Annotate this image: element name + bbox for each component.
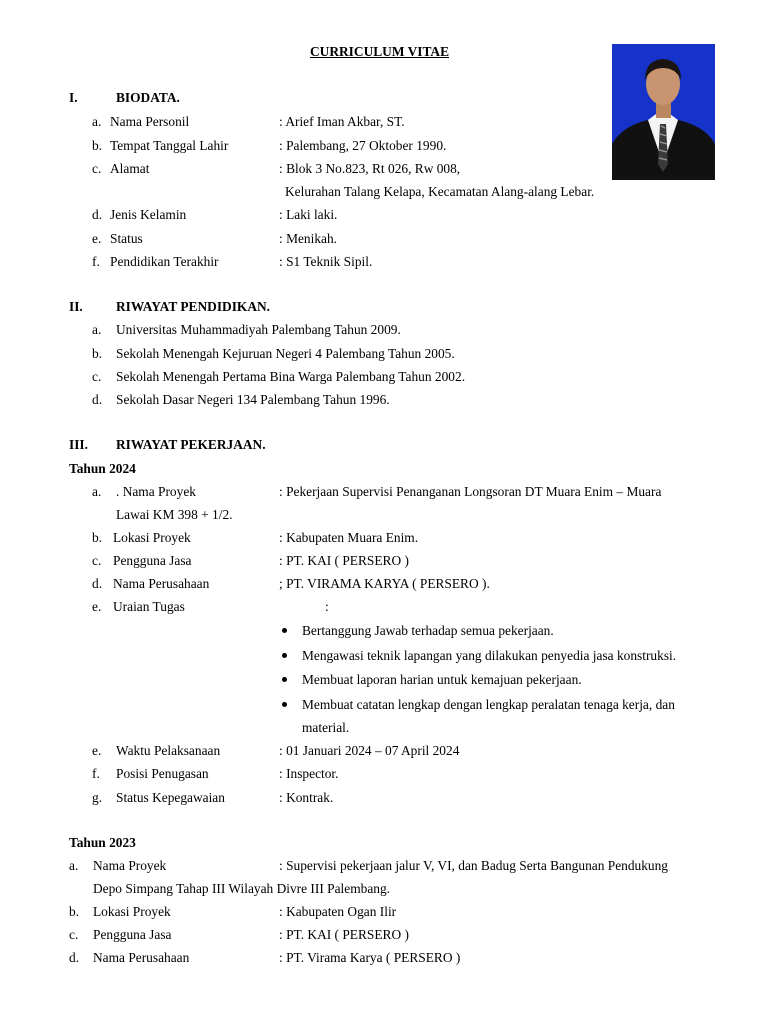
biodata-value-alamat-cont: Kelurahan Talang Kelapa, Kecamatan Alang-alang Lebar. [285, 184, 595, 199]
job-value-nama-proyek-2023: : Supervisi pekerjaan jalur V, VI, dan Badug Serta Bangunan Pendukung [279, 858, 669, 873]
list-item: Sekolah Menengah Pertama Bina Warga Palembang Tahun 2002. [116, 369, 466, 384]
list-item-letter: b. [92, 346, 103, 361]
section-number-pendidikan: II. [69, 299, 83, 314]
job-letter: f. [92, 766, 100, 781]
job-letter: b. [92, 530, 103, 545]
list-item: Universitas Muhammadiyah Palembang Tahun 2009. [116, 322, 401, 337]
task-item-cont: material. [302, 720, 350, 735]
task-item: Membuat laporan harian untuk kemajuan pekerjaan. [302, 672, 582, 687]
job-value-nama-proyek-cont: Lawai KM 398 + 1/2. [116, 507, 233, 522]
job-value-lokasi: : Kabupaten Muara Enim. [279, 530, 419, 545]
biodata-value-nama: : Arief Iman Akbar, ST. [279, 114, 405, 129]
job-value-perusahaan-2023: : PT. Virama Karya ( PERSERO ) [279, 950, 461, 965]
job-label-perusahaan-2023: Nama Perusahaan [93, 950, 190, 965]
list-item-letter: c. [92, 369, 102, 384]
list-item-letter: a. [92, 322, 102, 337]
biodata-value-jenis-kelamin: : Laki laki. [279, 207, 338, 222]
biodata-letter: a. [92, 114, 102, 129]
section-heading-pekerjaan: RIWAYAT PEKERJAAN. [116, 437, 266, 452]
section-number-biodata: I. [69, 90, 78, 105]
job-label-nama-proyek-2023: Nama Proyek [93, 858, 167, 873]
biodata-label-ttl: Tempat Tanggal Lahir [110, 138, 229, 153]
job-label-pengguna-jasa: Pengguna Jasa [113, 553, 192, 568]
job-label-waktu: Waktu Pelaksanaan [116, 743, 221, 758]
job-label-posisi: Posisi Penugasan [116, 766, 209, 781]
task-item: Bertanggung Jawab terhadap semua pekerjaan. [302, 623, 554, 638]
list-item: Sekolah Menengah Kejuruan Negeri 4 Palembang Tahun 2005. [116, 346, 455, 361]
job-value-uraian-tugas: : [325, 599, 329, 614]
biodata-letter: c. [92, 161, 102, 176]
job-value-waktu: : 01 Januari 2024 – 07 April 2024 [279, 743, 460, 758]
biodata-value-status: : Menikah. [279, 231, 338, 246]
section-heading-biodata: BIODATA. [116, 90, 180, 105]
biodata-value-pendidikan: : S1 Teknik Sipil. [279, 254, 373, 269]
biodata-letter: e. [92, 231, 102, 246]
biodata-letter: f. [92, 254, 100, 269]
bullet-icon [282, 628, 287, 633]
job-letter: d. [69, 950, 80, 965]
job-letter: e. [92, 599, 102, 614]
job-value-pengguna-jasa: : PT. KAI ( PERSERO ) [279, 553, 409, 568]
job-value-nama-proyek-2023-cont: Depo Simpang Tahap III Wilayah Divre III Palembang. [93, 881, 390, 896]
job-letter: b. [69, 904, 80, 919]
year-heading-2024: Tahun 2024 [69, 461, 136, 476]
job-value-pengguna-jasa-2023: : PT. KAI ( PERSERO ) [279, 927, 409, 942]
job-letter: c. [92, 553, 102, 568]
job-label-lokasi: Lokasi Proyek [113, 530, 191, 545]
job-letter: a. [92, 484, 102, 499]
biodata-label-alamat: Alamat [110, 161, 150, 176]
biodata-label-status: Status [110, 231, 143, 246]
job-letter: d. [92, 576, 103, 591]
list-item-letter: d. [92, 392, 103, 407]
job-label-perusahaan: Nama Perusahaan [113, 576, 210, 591]
job-letter: e. [92, 743, 102, 758]
biodata-value-ttl: : Palembang, 27 Oktober 1990. [279, 138, 447, 153]
portrait-photo-icon [612, 44, 715, 180]
biodata-label-jenis-kelamin: Jenis Kelamin [110, 207, 187, 222]
job-label-uraian-tugas: Uraian Tugas [113, 599, 185, 614]
section-heading-pendidikan: RIWAYAT PENDIDIKAN. [116, 299, 271, 314]
biodata-letter: d. [92, 207, 103, 222]
job-letter: g. [92, 790, 103, 805]
job-letter: c. [69, 927, 79, 942]
bullet-icon [282, 653, 287, 658]
job-label-nama-proyek: . Nama Proyek [116, 484, 196, 499]
profile-photo [612, 44, 715, 180]
biodata-letter: b. [92, 138, 103, 153]
job-letter: a. [69, 858, 79, 873]
job-label-lokasi-2023: Lokasi Proyek [93, 904, 171, 919]
biodata-value-alamat: : Blok 3 No.823, Rt 026, Rw 008, [279, 161, 461, 176]
task-item: Mengawasi teknik lapangan yang dilakukan penyedia jasa konstruksi. [302, 648, 677, 663]
job-value-lokasi-2023: : Kabupaten Ogan Ilir [279, 904, 397, 919]
biodata-label-pendidikan: Pendidikan Terakhir [110, 254, 219, 269]
job-value-status-kepegawaian: : Kontrak. [279, 790, 334, 805]
job-value-perusahaan: ; PT. VIRAMA KARYA ( PERSERO ). [279, 576, 490, 591]
task-item: Membuat catatan lengkap dengan lengkap peralatan tenaga kerja, dan [302, 697, 675, 712]
job-label-status-kepegawaian: Status Kepegawaian [116, 790, 225, 805]
section-number-pekerjaan: III. [69, 437, 88, 452]
document-title: CURRICULUM VITAE [310, 44, 449, 59]
job-value-nama-proyek: : Pekerjaan Supervisi Penanganan Longsoran DT Muara Enim – Muara [279, 484, 662, 499]
job-label-pengguna-jasa-2023: Pengguna Jasa [93, 927, 172, 942]
list-item: Sekolah Dasar Negeri 134 Palembang Tahun 1996. [116, 392, 390, 407]
bullet-icon [282, 702, 287, 707]
year-heading-2023: Tahun 2023 [69, 835, 136, 850]
bullet-icon [282, 677, 287, 682]
biodata-label-nama: Nama Personil [110, 114, 190, 129]
job-value-posisi: : Inspector. [279, 766, 339, 781]
